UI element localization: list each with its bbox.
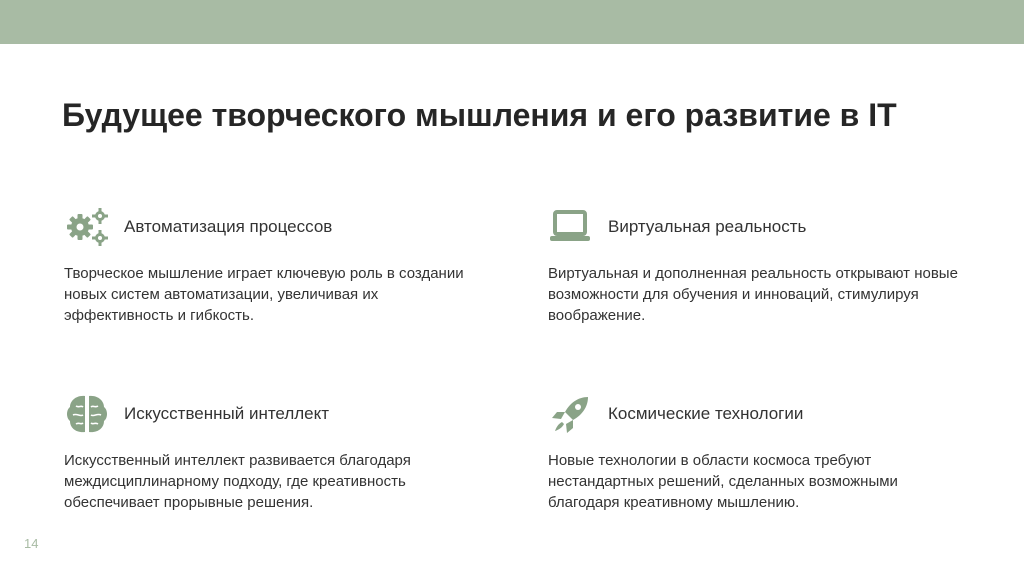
card-text: Творческое мышление играет ключевую роль в создании новых систем автоматизации, увеличивая их эффективность и гибкость. bbox=[64, 265, 464, 324]
card-title: Виртуальная реальность bbox=[608, 217, 807, 236]
card-title: Автоматизация процессов bbox=[124, 217, 333, 236]
header-band bbox=[0, 0, 1024, 44]
card-title: Космические технологии bbox=[608, 404, 804, 423]
card-text: Новые технологии в области космоса требуют нестандартных решений, сделанных возможными благодаря креативному мышлению. bbox=[548, 452, 898, 511]
brain-icon bbox=[64, 392, 110, 438]
gears-icon bbox=[64, 205, 110, 251]
laptop-icon bbox=[548, 205, 594, 251]
rocket-icon bbox=[548, 392, 594, 438]
card-title: Искусственный интеллект bbox=[124, 404, 330, 423]
card-text: Виртуальная и дополненная реальность открывают новые возможности для обучения и инноваций, стимулируя воображение. bbox=[548, 265, 958, 324]
slide-title: Будущее творческого мышления и его развитие в IT bbox=[62, 97, 897, 133]
slide-number: 14 bbox=[24, 536, 39, 551]
card-text: Искусственный интеллект развивается благодаря междисциплинарному подходу, где креативность обеспечивает прорывные решения. bbox=[64, 452, 411, 511]
